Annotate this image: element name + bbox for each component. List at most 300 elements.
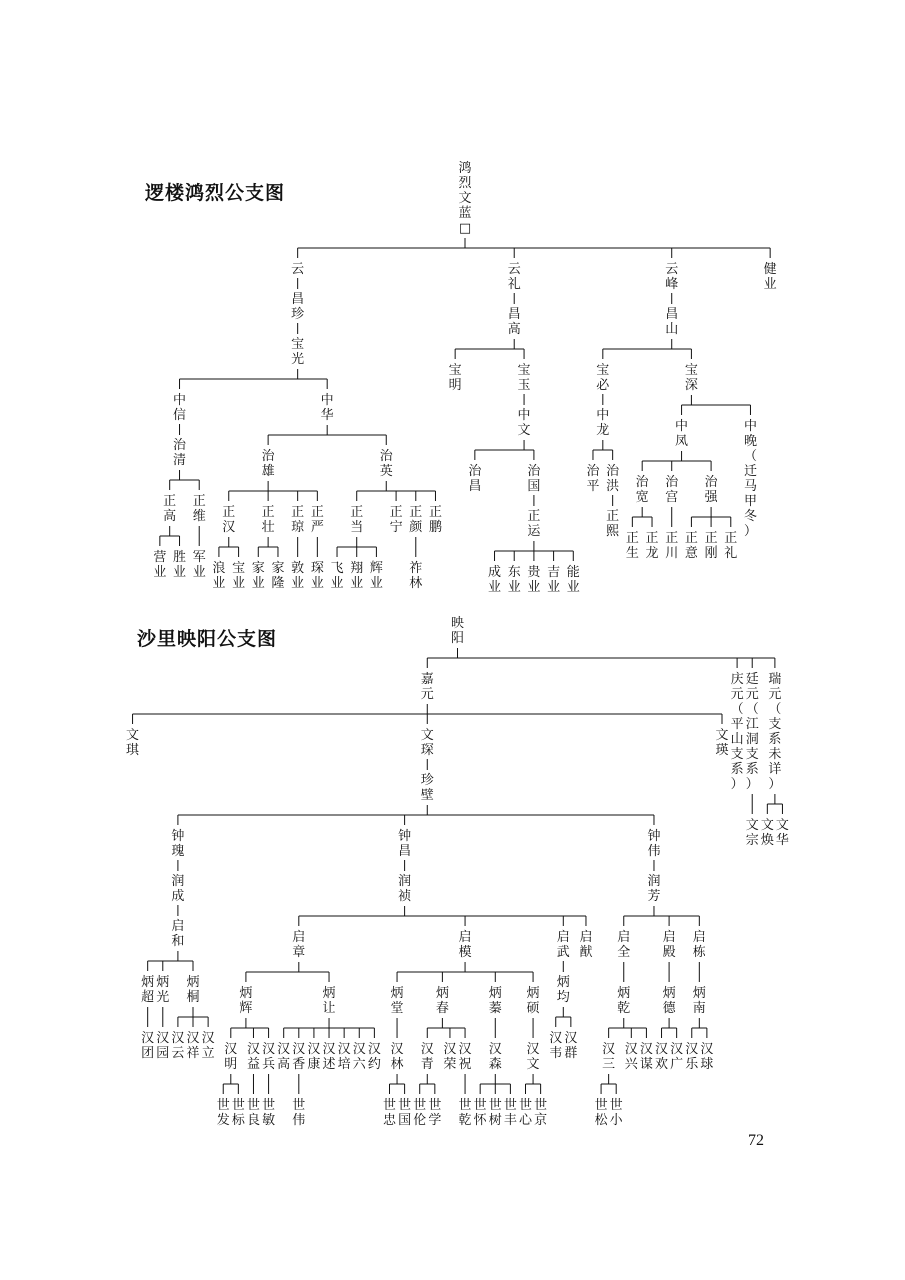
svg-text:汉: 汉 [307, 1042, 321, 1057]
tree-node-c1-0-1-2-2-0-1 [700, 1042, 713, 1072]
tree-node-c0-0-1-0-0-1 [232, 561, 245, 591]
tree-node-c0-1-1 [518, 363, 531, 438]
svg-text:生: 生 [625, 546, 639, 561]
svg-text:强: 强 [704, 490, 718, 505]
svg-text:业: 业 [251, 576, 265, 591]
svg-text:祝: 祝 [458, 1057, 472, 1072]
svg-text:章: 章 [292, 945, 306, 960]
tree-node-c1-0-1-2-1 [663, 929, 676, 960]
tree-node-c0-0-1-0-1 [262, 505, 275, 535]
svg-text:钟: 钟 [171, 829, 185, 844]
svg-text:正: 正 [291, 505, 305, 520]
svg-text:光: 光 [156, 990, 170, 1005]
svg-text:峰: 峰 [665, 277, 679, 292]
svg-text:瑰: 瑰 [171, 844, 185, 859]
tree-node-c0-1 [508, 262, 521, 337]
tree-node-c1-0-1-1-1-3-0 [527, 1042, 540, 1072]
svg-text:正: 正 [261, 505, 275, 520]
tree-node-c0-2-0-0 [586, 464, 600, 494]
svg-text:桐: 桐 [186, 990, 200, 1005]
svg-text:中: 中 [675, 419, 689, 434]
tree-node-c0-2-0 [596, 363, 610, 438]
svg-text:康: 康 [307, 1057, 321, 1072]
svg-text:祚: 祚 [409, 561, 423, 576]
tree-node-c0-2-1-0-2-1 [705, 531, 718, 561]
svg-text:世: 世 [503, 1098, 517, 1113]
svg-text:松: 松 [594, 1113, 608, 1128]
svg-text:汉: 汉 [201, 1031, 215, 1046]
tree-node-c1-0-1-0-2-0 [171, 1031, 184, 1061]
svg-text:系: 系 [768, 732, 782, 747]
tree-node-c0-0-1-0-3-0 [311, 561, 324, 591]
svg-text:东: 东 [507, 565, 521, 580]
svg-text:国: 国 [527, 479, 541, 494]
tree-node-c1-0-1-1-1-2-0-1 [489, 1097, 502, 1128]
svg-text:必: 必 [596, 378, 610, 393]
tree-node-c1-0-1-1-0-1 [323, 985, 336, 1016]
tree-node-c1-0-1-1-1-1-0-1 [428, 1097, 441, 1128]
svg-text:世: 世 [519, 1098, 533, 1113]
tree-node-c1-0-1-2-0-0-0-1 [610, 1097, 624, 1128]
svg-text:（: （ [730, 702, 744, 717]
svg-text:让: 让 [322, 1001, 336, 1016]
svg-text:支: 支 [745, 747, 759, 762]
svg-text:群: 群 [564, 1046, 578, 1061]
tree-node-c1-0-1-2-0-0-2 [640, 1042, 653, 1072]
svg-text:宝: 宝 [232, 561, 246, 576]
svg-text:业: 业 [488, 580, 502, 595]
svg-text:业: 业 [547, 580, 561, 595]
tree-node-c1-0-1-2-1-0 [663, 985, 677, 1016]
svg-text:正: 正 [606, 509, 620, 524]
svg-text:烈: 烈 [458, 176, 472, 191]
tree-node-c0-0-1-1-2-0 [409, 561, 422, 591]
svg-text:述: 述 [322, 1057, 336, 1072]
svg-text:正: 正 [222, 505, 236, 520]
tree-node-c0-0-1-0 [262, 449, 276, 479]
svg-text:辉: 辉 [239, 1001, 253, 1016]
tree-node-c1-0-1-1-0-0-2-0 [262, 1097, 275, 1128]
svg-text:业: 业 [566, 580, 580, 595]
tree-node-c0-0-1-0-1-1 [271, 561, 284, 591]
svg-text:均: 均 [556, 990, 570, 1005]
svg-text:汉: 汉 [292, 1042, 306, 1057]
svg-text:龙: 龙 [596, 423, 610, 438]
svg-text:（: （ [768, 702, 782, 717]
svg-text:浪: 浪 [212, 561, 226, 576]
svg-text:甲: 甲 [743, 494, 757, 509]
tree-node-c0-2-1-0-0 [636, 475, 650, 505]
svg-text:世: 世 [262, 1098, 276, 1113]
tree-node-c0-0-1-1 [380, 449, 394, 479]
svg-text:林: 林 [390, 1057, 404, 1072]
svg-text:良: 良 [246, 1113, 260, 1128]
tree-node-c1-0-1-1-1-3 [527, 985, 541, 1016]
svg-text:芳: 芳 [647, 889, 661, 904]
svg-text:团: 团 [141, 1046, 155, 1061]
svg-text:乐: 乐 [685, 1057, 699, 1072]
svg-text:清: 清 [173, 453, 187, 468]
tree-node-c0-2-1-0-2-2 [724, 531, 737, 561]
tree-node-c0-0-1-1-0-1 [350, 561, 363, 591]
svg-text:文: 文 [745, 818, 759, 833]
svg-text:贵: 贵 [527, 565, 541, 580]
svg-text:中: 中 [320, 393, 334, 408]
svg-text:高: 高 [277, 1057, 291, 1072]
svg-text:山: 山 [730, 732, 744, 747]
tree-node-c0-0-1-0-0-0 [212, 561, 225, 591]
tree-node-c1-0-1-1-1-3-0-1 [534, 1097, 547, 1128]
svg-text:栋: 栋 [692, 945, 706, 960]
svg-text:青: 青 [420, 1057, 434, 1072]
svg-text:江: 江 [745, 717, 759, 732]
svg-text:培: 培 [337, 1057, 351, 1072]
svg-text:英: 英 [379, 464, 393, 479]
svg-text:森: 森 [488, 1057, 502, 1072]
svg-text:文: 文 [126, 728, 140, 743]
svg-text:乾: 乾 [458, 1113, 472, 1128]
svg-text:兴: 兴 [624, 1057, 638, 1072]
tree-node-c1-0-1-0-1-0 [156, 1031, 169, 1061]
svg-text:辉: 辉 [369, 561, 383, 576]
svg-text:殿: 殿 [662, 945, 676, 960]
svg-text:小: 小 [609, 1113, 623, 1128]
svg-text:云: 云 [291, 262, 305, 277]
svg-text:礼: 礼 [507, 277, 521, 292]
tree-node-c1-0-1-1-0-0-1-0 [247, 1097, 260, 1128]
svg-text:阳: 阳 [450, 631, 465, 646]
svg-text:正: 正 [684, 531, 698, 546]
tree-node-c1-2 [746, 672, 759, 792]
svg-text:广: 广 [670, 1057, 684, 1072]
tree-node-c0-0-0-0 [163, 494, 176, 524]
svg-text:汉: 汉 [564, 1031, 578, 1046]
tree-node-c0-1-1-0 [468, 464, 482, 494]
svg-text:当: 当 [350, 520, 364, 535]
svg-text:润: 润 [171, 874, 185, 889]
svg-text:宁: 宁 [389, 520, 403, 535]
svg-text:业: 业 [232, 576, 246, 591]
svg-text:荣: 荣 [443, 1057, 457, 1072]
svg-text:玉: 玉 [517, 378, 531, 393]
svg-text:韦: 韦 [549, 1046, 563, 1061]
tree-node-c0-0-0-1-0 [193, 550, 206, 580]
tree-node-c1-0-1-1-0-1-0 [277, 1042, 290, 1072]
svg-text:治: 治 [468, 464, 482, 479]
tree-node-c0-2-0-1 [606, 464, 620, 539]
svg-text:炳: 炳 [435, 986, 449, 1001]
svg-text:支: 支 [768, 717, 782, 732]
svg-text:山: 山 [665, 322, 679, 337]
svg-text:南: 南 [692, 1001, 706, 1016]
svg-text:树: 树 [488, 1113, 502, 1128]
tree-node-c0-0-1-0-2-0 [291, 560, 304, 591]
svg-text:炳: 炳 [156, 975, 170, 990]
tree-node-c1-0-1-1-2-1 [564, 1031, 577, 1061]
svg-text:业: 业 [173, 565, 187, 580]
svg-text:启: 启 [617, 930, 631, 945]
svg-text:马: 马 [743, 479, 757, 494]
svg-text:治: 治 [173, 438, 187, 453]
tree-node-c0-2-1-0-1-0 [665, 531, 678, 561]
svg-text:汉: 汉 [322, 1042, 336, 1057]
svg-text:昌: 昌 [468, 479, 482, 494]
svg-text:汉: 汉 [277, 1042, 291, 1057]
svg-text:系: 系 [730, 762, 744, 777]
svg-text:钟: 钟 [647, 829, 661, 844]
svg-text:琛: 琛 [310, 561, 324, 576]
svg-text:中: 中 [173, 393, 187, 408]
svg-text:宗: 宗 [745, 833, 759, 848]
svg-text:正: 正 [428, 505, 442, 520]
tree-node-c1-0-1-2-2-0-0 [685, 1042, 699, 1072]
tree-node-c0-2-1-0-2-0 [685, 531, 698, 561]
svg-text:润: 润 [398, 874, 412, 889]
tree-node-c1-0-1-1-3 [579, 929, 592, 960]
svg-text:业: 业 [350, 576, 364, 591]
svg-text:云: 云 [665, 262, 679, 277]
svg-text:未: 未 [768, 747, 782, 762]
svg-text:飞: 飞 [330, 561, 344, 576]
svg-text:平: 平 [730, 717, 744, 732]
tree-node-c1-0-1-1-1-1-0-0 [413, 1097, 426, 1128]
svg-text:怀: 怀 [473, 1113, 487, 1128]
svg-text:国: 国 [398, 1113, 412, 1128]
svg-text:正: 正 [724, 531, 738, 546]
svg-text:壁: 壁 [420, 788, 434, 803]
svg-text:和: 和 [171, 934, 185, 949]
tree-node-c0-0 [291, 262, 304, 367]
tree-node-c1-0-1-2-0-0-0-0 [595, 1097, 609, 1128]
svg-text:汉: 汉 [420, 1042, 434, 1057]
svg-text:（: （ [745, 702, 759, 717]
svg-text:汉: 汉 [246, 1042, 260, 1057]
tree-node-c1-0-1-1-0-0-0-0 [217, 1097, 230, 1128]
svg-text:业: 业 [192, 565, 206, 580]
svg-text:伦: 伦 [413, 1113, 427, 1128]
svg-text:晚: 晚 [743, 434, 757, 449]
svg-text:营: 营 [153, 550, 167, 565]
svg-text:宽: 宽 [635, 490, 649, 505]
svg-text:汉: 汉 [549, 1031, 563, 1046]
svg-text:业: 业 [153, 565, 167, 580]
svg-text:乾: 乾 [617, 1001, 631, 1016]
tree-node-c1-0-1-1-1-1-2-0 [459, 1097, 472, 1128]
tree-node-c0-3 [764, 261, 777, 292]
svg-text:元: 元 [420, 687, 434, 702]
tree-node-c1-0-1-1-0-0 [239, 985, 252, 1016]
svg-text:球: 球 [700, 1057, 714, 1072]
svg-text:治: 治 [665, 475, 679, 490]
svg-text:意: 意 [684, 546, 698, 561]
svg-text:世: 世 [382, 1098, 396, 1113]
tree-node-c0-2-1-1 [744, 418, 757, 539]
svg-text:刚: 刚 [704, 546, 718, 561]
svg-text:宝: 宝 [684, 363, 698, 378]
svg-text:元: 元 [730, 687, 744, 702]
svg-text:堂: 堂 [390, 1001, 404, 1016]
svg-text:文: 文 [526, 1057, 540, 1072]
svg-text:硕: 硕 [526, 1001, 540, 1016]
tree-node-c1-0-1-0-1 [156, 974, 169, 1005]
svg-text:启: 启 [458, 930, 472, 945]
svg-text:瑛: 瑛 [715, 743, 729, 758]
svg-text:凤: 凤 [675, 434, 689, 449]
svg-text:炳: 炳 [617, 986, 631, 1001]
svg-text:汉: 汉 [443, 1042, 457, 1057]
svg-text:云: 云 [171, 1046, 185, 1061]
svg-text:启: 启 [579, 930, 593, 945]
tree-node-c1-0-1-1-1 [459, 929, 472, 960]
svg-text:家: 家 [251, 561, 265, 576]
svg-text:中: 中 [596, 408, 610, 423]
svg-text:文: 文 [420, 728, 434, 743]
svg-text:冬: 冬 [743, 509, 757, 524]
svg-text:业: 业 [527, 580, 541, 595]
svg-text:汉: 汉 [655, 1042, 669, 1057]
tree-node-c0 [458, 161, 472, 236]
svg-text:祯: 祯 [398, 889, 412, 904]
svg-text:□: □ [458, 221, 472, 236]
svg-text:汉: 汉 [262, 1042, 276, 1057]
svg-text:汉: 汉 [156, 1031, 170, 1046]
svg-text:汉: 汉 [390, 1042, 404, 1057]
tree-node-c1-0-1-2-0-0 [617, 985, 630, 1016]
svg-text:正: 正 [310, 505, 324, 520]
tree-node-c1-0-1-1-1-2-0 [489, 1042, 502, 1072]
chart-title-shali: 沙里映阳公支图 [137, 628, 278, 650]
svg-text:业: 业 [369, 576, 383, 591]
tree-node-c1-0-1-1-0-1-4 [338, 1042, 351, 1072]
svg-text:琪: 琪 [126, 743, 140, 758]
svg-text:宫: 宫 [665, 490, 679, 505]
svg-text:昌: 昌 [291, 292, 305, 307]
svg-text:治: 治 [586, 464, 600, 479]
svg-text:系: 系 [745, 762, 759, 777]
svg-text:超: 超 [141, 990, 155, 1005]
svg-text:敦: 敦 [291, 561, 305, 576]
tree-node-c1-0-1-1-0-0-0 [224, 1042, 237, 1072]
svg-text:世: 世 [458, 1098, 472, 1113]
svg-text:炳: 炳 [556, 975, 570, 990]
tree-node-c1-0-1-1-0-0-0-1 [232, 1097, 246, 1128]
svg-text:壮: 壮 [261, 520, 275, 535]
svg-text:正: 正 [625, 531, 639, 546]
svg-text:炳: 炳 [322, 986, 336, 1001]
tree-node-c0-0-1-1-1 [390, 505, 403, 535]
svg-text:汉: 汉 [700, 1042, 714, 1057]
tree-node-c0-1-1-1-4 [567, 564, 580, 595]
svg-text:文: 文 [715, 728, 729, 743]
svg-text:林: 林 [409, 576, 423, 591]
svg-text:正: 正 [704, 531, 718, 546]
tree-node-c1-3-1 [776, 818, 789, 848]
svg-text:世: 世 [398, 1098, 412, 1113]
svg-text:业: 业 [330, 576, 344, 591]
tree-node-c1-0-1 [421, 728, 434, 803]
svg-text:元: 元 [768, 687, 782, 702]
tree-node-c0-1-1-1-1 [508, 565, 521, 595]
tree-node-c1-3 [768, 671, 781, 792]
svg-text:华: 华 [775, 833, 789, 848]
tree-node-c0-0-1 [321, 392, 334, 423]
tree-node-c1-0-1-0-0 [141, 974, 154, 1005]
tree-node-c1-0-1-1-1-0-0-0 [383, 1097, 397, 1128]
svg-text:丰: 丰 [503, 1113, 517, 1128]
svg-text:立: 立 [201, 1046, 215, 1061]
svg-text:宝: 宝 [291, 337, 305, 352]
svg-text:平: 平 [586, 479, 600, 494]
tree-node-c0-2 [665, 262, 678, 337]
svg-text:隆: 隆 [271, 576, 285, 591]
svg-text:正: 正 [409, 505, 423, 520]
tree-node-c0-0-1-0-3 [311, 505, 324, 535]
svg-text:世: 世 [292, 1098, 306, 1113]
svg-text:光: 光 [291, 352, 305, 367]
svg-text:约: 约 [367, 1057, 381, 1072]
tree-node-c0-0-1-0-1-0 [252, 561, 265, 591]
tree-node-c0-0-0 [173, 392, 187, 468]
tree-node-c1-0-1-1-2-0 [549, 1031, 562, 1061]
svg-text:中: 中 [743, 419, 757, 434]
svg-text:学: 学 [428, 1113, 442, 1128]
svg-text:洞: 洞 [745, 732, 759, 747]
svg-text:启: 启 [692, 930, 706, 945]
svg-text:炳: 炳 [488, 986, 502, 1001]
svg-text:欢: 欢 [655, 1057, 669, 1072]
tree-node-c0-0-1-1-3 [429, 505, 442, 535]
svg-text:世: 世 [488, 1098, 502, 1113]
tree-node-c1-0-1-0-2-1 [187, 1031, 200, 1061]
svg-text:启: 启 [171, 919, 185, 934]
svg-text:世: 世 [413, 1098, 427, 1113]
svg-text:能: 能 [566, 565, 580, 580]
tree-node-c0-0-0-0-0 [153, 550, 166, 580]
tree-node-c1-0-1-1-1-2 [489, 985, 502, 1016]
tree-node-c1-0 [421, 671, 434, 702]
svg-text:润: 润 [647, 874, 661, 889]
svg-text:吉: 吉 [547, 565, 561, 580]
svg-text:映: 映 [450, 616, 465, 631]
svg-text:昌: 昌 [665, 307, 679, 322]
svg-text:汉: 汉 [186, 1031, 200, 1046]
svg-text:琛: 琛 [420, 743, 434, 758]
tree-node-c0-1-1-1-3 [547, 564, 560, 595]
svg-text:汉: 汉 [488, 1042, 502, 1057]
svg-text:瑞: 瑞 [768, 672, 782, 687]
svg-text:业: 业 [507, 580, 521, 595]
page-number: 72 [748, 1132, 764, 1149]
svg-text:（: （ [743, 449, 757, 464]
tree-node-c1-0-1-2 [647, 829, 660, 904]
tree-node-c1-0-1-0-2-2 [202, 1031, 215, 1061]
tree-node-c0-0-0-1 [193, 494, 206, 524]
svg-text:汉: 汉 [337, 1042, 351, 1057]
svg-text:嘉: 嘉 [420, 672, 434, 687]
tree-node-c0-0-1-0-2 [291, 505, 305, 535]
svg-text:）: ） [768, 777, 782, 792]
tree-node-c0-1-1-1-0 [488, 564, 501, 595]
svg-text:礼: 礼 [724, 546, 738, 561]
svg-text:三: 三 [602, 1057, 616, 1072]
svg-text:昌: 昌 [398, 844, 412, 859]
svg-text:迁: 迁 [743, 464, 757, 479]
svg-text:庆: 庆 [730, 672, 744, 687]
svg-text:）: ） [745, 777, 759, 792]
tree-node-c1-0-0 [126, 728, 140, 758]
svg-text:春: 春 [435, 1001, 449, 1016]
svg-text:文: 文 [760, 818, 774, 833]
